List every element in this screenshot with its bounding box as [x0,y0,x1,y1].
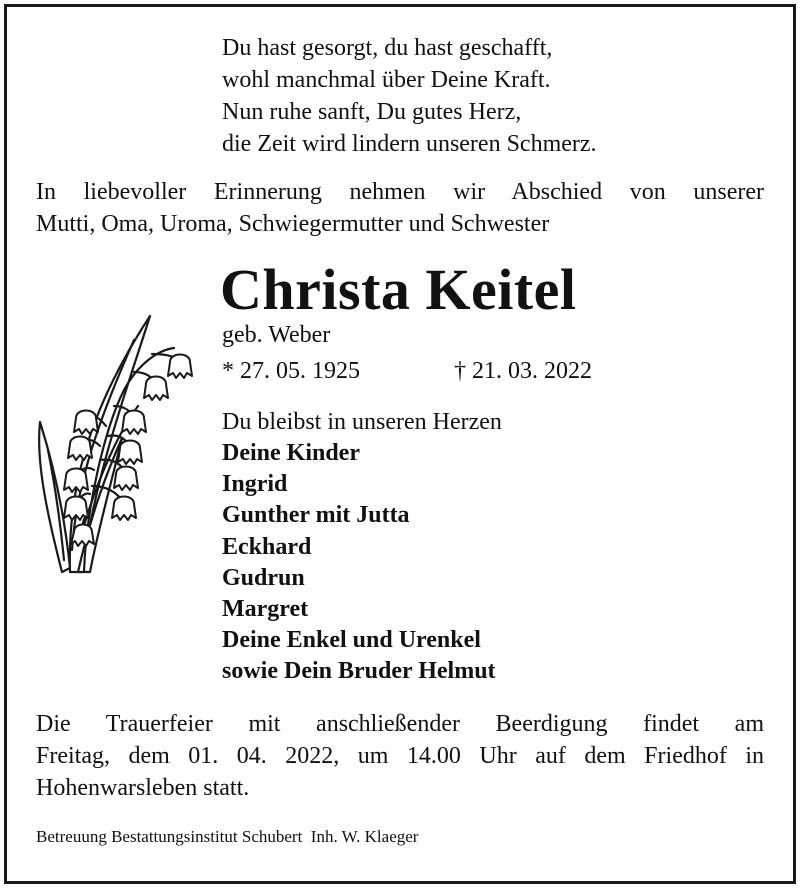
lily-of-the-valley-icon [34,310,194,580]
birth-date: * 27. 05. 1925 [222,358,360,384]
poem-line: wohl manchmal über Deine Kraft. [222,67,551,93]
mourner: sowie Dein Bruder Helmut [222,658,496,685]
mourner: Gunther mit Jutta [222,502,410,529]
mourner: Margret [222,596,309,623]
birth-name: geb. Weber [222,322,331,348]
service-line: Hohenwarsleben statt. [36,775,250,801]
service-line: Freitag, dem 01. 04. 2022, um 14.00 Uhr auf dem Friedhof in [36,743,764,769]
mourner: Eckhard [222,533,312,560]
poem-line: Nun ruhe sanft, Du gutes Herz, [222,99,522,125]
service-line: Die Trauerfeier mit anschließender Beerdigung findet am [36,711,764,737]
intro-text [36,176,764,240]
poem-line: Du hast gesorgt, du hast geschafft, [222,35,553,61]
life-dates [222,356,592,386]
mourner: Gudrun [222,564,305,591]
intro-line: Mutti, Oma, Uroma, Schwiegermutter und Schwester [36,211,550,237]
poem-line: die Zeit wird lindern unseren Schmerz. [222,131,597,157]
deceased-name: Christa Keitel [220,257,577,322]
death-date: † 21. 03. 2022 [454,358,592,384]
poem [222,32,597,160]
motto: Du bleibst in unseren Herzen [222,409,502,435]
mourner: Deine Kinder [222,440,360,466]
funeral-home-credit: Betreuung Bestattungsinstitut Schubert Inh. W. Klaeger [36,827,419,846]
service-details [36,708,764,804]
intro-line: In liebevoller Erinnerung nehmen wir Abschied von unserer [36,179,764,205]
mourners-list [222,438,496,688]
mourner: Ingrid [222,471,288,498]
mourner: Deine Enkel und Urenkel [222,627,481,654]
